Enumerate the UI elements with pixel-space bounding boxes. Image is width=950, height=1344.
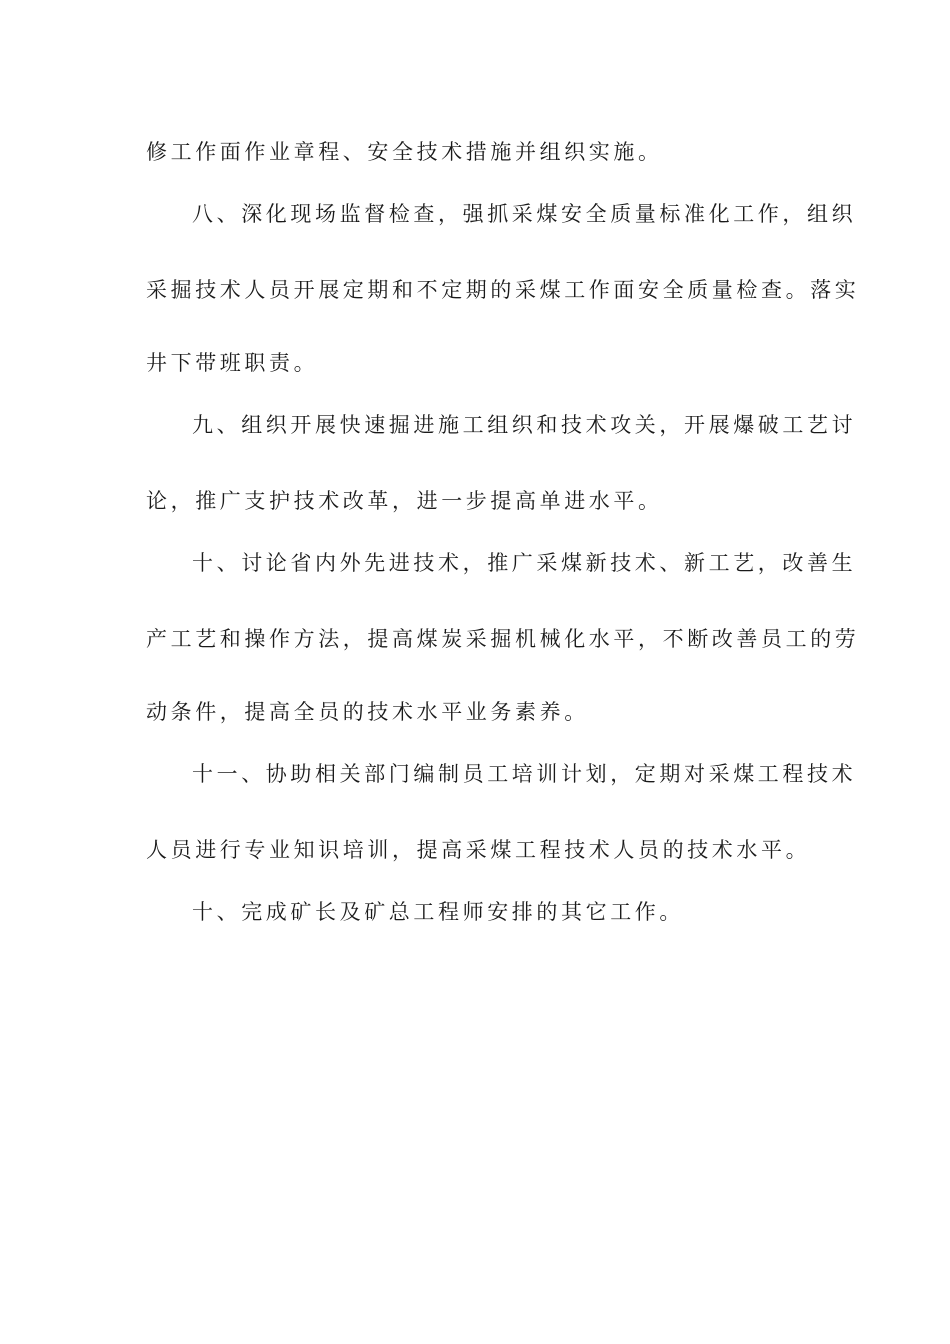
text-line: 九、组织开展快速掘进施工组织和技术攻关，开展爆破工艺讨 bbox=[192, 413, 857, 437]
text-line: 井下带班职责。 bbox=[146, 351, 319, 375]
text-line: 论，推广支护技术改革，进一步提高单进水平。 bbox=[146, 489, 663, 513]
text-line: 动条件，提高全员的技术水平业务素养。 bbox=[146, 700, 589, 724]
text-line: 八、深化现场监督检查，强抓采煤安全质量标准化工作，组织 bbox=[192, 202, 857, 226]
text-line: 采掘技术人员开展定期和不定期的采煤工作面安全质量检查。落实 bbox=[146, 278, 860, 302]
text-line: 十、完成矿长及矿总工程师安排的其它工作。 bbox=[192, 900, 684, 924]
text-line: 人员进行专业知识培训，提高采煤工程技术人员的技术水平。 bbox=[146, 838, 811, 862]
text-line: 十一、协助相关部门编制员工培训计划，定期对采煤工程技术 bbox=[192, 762, 857, 786]
text-line: 十、讨论省内外先进技术，推广采煤新技术、新工艺，改善生 bbox=[192, 551, 857, 575]
text-line: 修工作面作业章程、安全技术措施并组织实施。 bbox=[146, 140, 663, 164]
text-line: 产工艺和操作方法，提高煤炭采掘机械化水平，不断改善员工的劳 bbox=[146, 627, 860, 651]
